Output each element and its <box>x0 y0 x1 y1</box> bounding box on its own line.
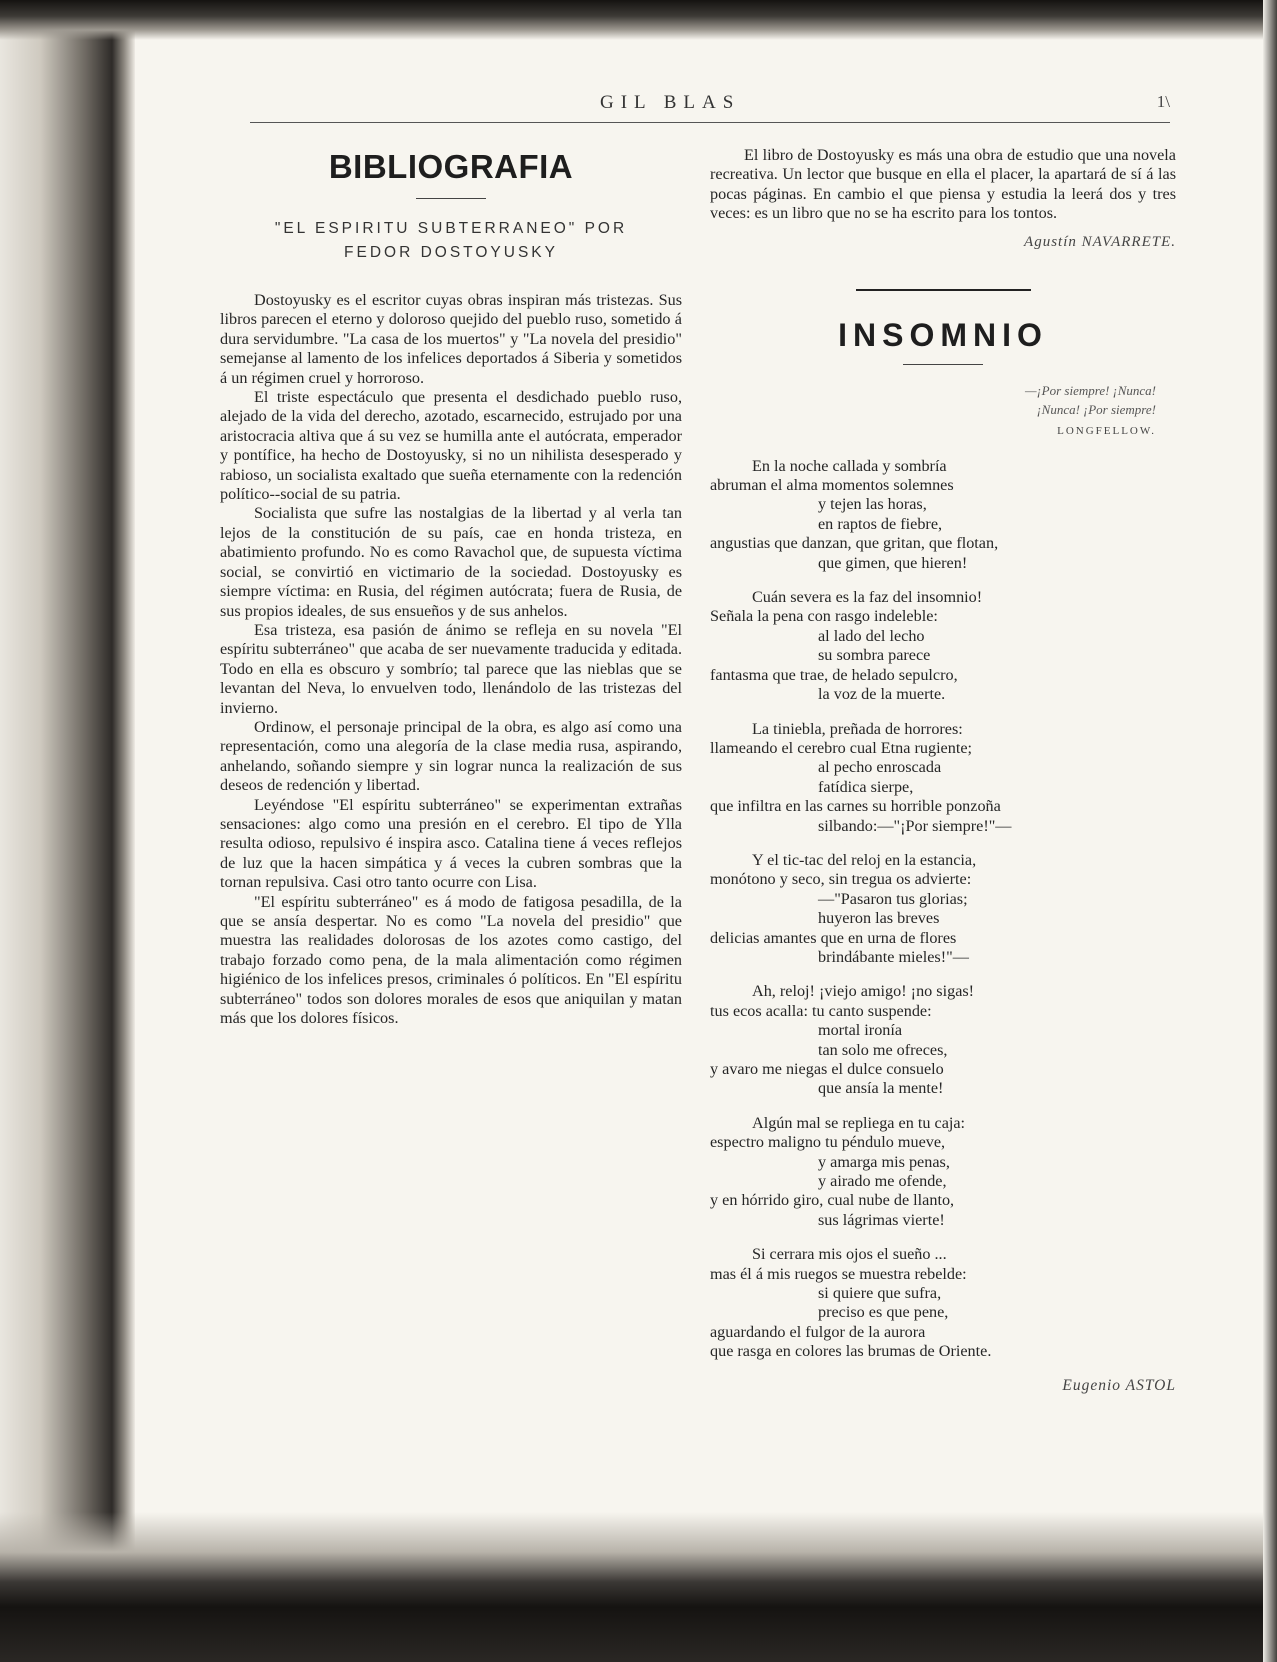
poem-verse: espectro maligno tu péndulo mueve, <box>710 1133 946 1152</box>
left-column <box>220 148 682 1028</box>
poem-verse: que rasga en colores las brumas de Oriente. <box>710 1342 992 1361</box>
poem-verse: Si cerrara mis ojos el sueño ... <box>752 1245 947 1264</box>
title-divider <box>416 198 486 199</box>
poem-verse: y en hórrido giro, cual nube de llanto, <box>710 1191 955 1210</box>
page-number: 1\ <box>1156 92 1170 111</box>
poem-verse: aguardando el fulgor de la aurora <box>710 1322 926 1341</box>
header-rule <box>250 122 1170 123</box>
book-binding-shadow-right <box>1263 0 1277 1662</box>
poem-verse: —"Pasaron tus glorias; <box>818 889 968 908</box>
poem-verse: Señala la pena con rasgo indeleble: <box>710 607 938 626</box>
poem-verse: tus ecos acalla: tu canto suspende: <box>710 1001 932 1020</box>
poem-stanza <box>710 851 1176 967</box>
review-paragraph: Socialista que sufre las nostalgias de la libertad y al verla tan lejos de la constitución de su país, cae en honda tristeza, en abatimiento profundo. No es como Ravachol que, de supuesta víctima social, se convirtió en victimario de la sociedad. Dostoyusky es siempre víctima: en Rusia, del régimen autócrata; fuera de Rusia, de sus propios ideales, de sus ensueños y de sus anhelos. <box>220 504 682 620</box>
poem-verse: preciso es que pene, <box>818 1303 949 1322</box>
poem-verse: que gimen, que hieren! <box>818 553 968 572</box>
poem-verse: monótono y seco, sin tregua os advierte: <box>710 870 972 889</box>
poem-verse: Y el tic-tac del reloj en la estancia, <box>752 850 977 869</box>
poem-verse: mas él á mis ruegos se muestra rebelde: <box>710 1264 967 1283</box>
running-title: GIL BLAS <box>600 92 741 113</box>
epigraph-author: LONGFELLOW. <box>1057 424 1156 437</box>
review-paragraph: Dostoyusky es el escritor cuyas obras inspiran más tristezas. Sus libros parecen el eterno y doloroso quejido del pueblo ruso, sometido á dura servidumbre. "La casa de los muertos" y "La novela del presidio" semejanse al lamento de los infelices deportados á Siberia y sometidos á un régimen cruel y horroroso. <box>220 291 682 387</box>
poem-stanza <box>710 1245 1176 1361</box>
poem-verse: abruman el alma momentos solemnes <box>710 476 954 495</box>
poem-verse: al lado del lecho <box>818 626 925 645</box>
poem-verse: Algún mal se repliega en tu caja: <box>752 1113 966 1132</box>
subtitle-line: "EL ESPIRITU SUBTERRANEO" POR <box>274 220 628 237</box>
section-divider <box>856 289 1031 291</box>
poem-title-divider <box>903 364 983 365</box>
poem-verse: huyeron las breves <box>818 909 940 928</box>
review-paragraph: El triste espectáculo que presenta el desdichado pueblo ruso, alejado de la vida del derecho, azotado, escarnecido, estrujado por una aristocracia altiva que á su vez se humilla ante el autócrata, emperador y pontífice, ha hecho de Dostoyusky, si no un nihilista desesperado y rabioso, un socialista exaltado que sueña eternamente con la redención político--social de su patria. <box>220 388 682 504</box>
review-paragraph-continued: El libro de Dostoyusky es más una obra de estudio que una novela recreativa. Un lector que busque en ella el placer, la apartará de sí á las pocas páginas. En cambio el que piensa y estudia la leerá dos y tres veces: es un libro que no se ha escrito para los tontos. <box>710 146 1176 223</box>
poem-verse: Ah, reloj! ¡viejo amigo! ¡no sigas! <box>752 982 975 1001</box>
poem-signature: Eugenio ASTOL <box>1062 1376 1176 1394</box>
poem-verse: que ansía la mente! <box>818 1079 944 1098</box>
poem-stanza <box>710 982 1176 1098</box>
review-signature: Agustín NAVARRETE. <box>1024 233 1176 250</box>
review-paragraph: "El espíritu subterráneo" es á modo de fatigosa pesadilla, de la que se ansía despertar. No es como "La novela del presidio" que muestra las realidades dolorosas de los azotes como castigo, del trabajo forzado como pena, de la mala alimentación como régimen higiénico de los infelices presos, criminales ó políticos. En "El espíritu subterráneo" todos son dolores morales de esos que aniquilan y matan más que los dolores físicos. <box>220 892 682 1028</box>
poem-stanza <box>710 457 1176 573</box>
poem-verse: brindábante mieles!"— <box>818 947 969 966</box>
poem-verse: y amarga mis penas, <box>818 1152 950 1171</box>
poem-verse: en raptos de fiebre, <box>818 514 943 533</box>
poem-verse: llameando el cerebro cual Etna rugiente; <box>710 738 973 757</box>
running-head <box>250 92 1170 124</box>
poem-verse: sus lágrimas vierte! <box>818 1210 945 1229</box>
poem-verse: fantasma que trae, de helado sepulcro, <box>710 665 958 684</box>
epigraph-line: ¡Nunca! ¡Por siempre! <box>1036 401 1156 417</box>
review-subtitle <box>220 217 682 265</box>
poem-verse: y tejen las horas, <box>818 495 927 514</box>
poem-verse: delicias amantes que en urna de flores <box>710 928 957 947</box>
poem-verse: y airado me ofende, <box>818 1172 947 1191</box>
poem-verse: Cuán severa es la faz del insomnio! <box>752 588 983 607</box>
poem-verse: la voz de la muerte. <box>818 685 946 704</box>
poem-verse: fatídica sierpe, <box>818 777 914 796</box>
review-paragraph: Esa tristeza, esa pasión de ánimo se refleja en su novela "El espíritu subterráneo" que acaba de ser nuevamente traducida y editada. Todo en ella es obscuro y sombrío; tal parece que las nieblas que se levantan del Neva, lo envuelven todo, llenándolo de las tristezas del invierno. <box>220 620 682 717</box>
book-binding-shadow-left <box>0 0 135 1662</box>
poem-body <box>710 457 1176 1362</box>
poem-verse: su sombra parece <box>818 646 931 665</box>
poem-verse: La tiniebla, preñada de horrores: <box>752 719 963 738</box>
poem-verse: al pecho enroscada <box>818 758 942 777</box>
poem-verse: angustias que danzan, que gritan, que flotan, <box>710 534 999 553</box>
right-column <box>710 146 1176 1395</box>
poem-stanza <box>710 720 1176 836</box>
review-paragraph: Leyéndose "El espíritu subterráneo" se experimentan extrañas sensaciones: algo como una presión en el cerebro. El tipo de Ylla resulta odioso, repulsivo é inspira asco. Catalina tiene á veces reflejos de luz que la hacen simpática y á veces la cubren sombras que la tornan repulsiva. Casi otro tanto ocurre con Lisa. <box>220 795 682 892</box>
poem-title: INSOMNIO <box>838 316 1048 353</box>
poem-verse: mortal ironía <box>818 1021 903 1040</box>
poem-stanza <box>710 588 1176 704</box>
poem-epigraph <box>710 381 1156 419</box>
poem-verse: que infiltra en las carnes su horrible ponzoña <box>710 797 1001 816</box>
book-binding-shadow-top <box>0 0 1277 40</box>
subtitle-line: FEDOR DOSTOYUSKY <box>344 244 558 261</box>
poem-stanza <box>710 1114 1176 1230</box>
poem-verse: y avaro me niegas el dulce consuelo <box>710 1060 944 1078</box>
epigraph-line: —¡Por siempre! ¡Nunca! <box>1025 382 1156 398</box>
book-binding-shadow-bottom <box>0 1512 1277 1662</box>
bibliografia-title: BIBLIOGRAFIA <box>328 148 574 185</box>
poem-verse: si quiere que sufra, <box>818 1284 942 1303</box>
poem-verse: silbando:—"¡Por siempre!"— <box>818 816 1012 835</box>
poem-verse: tan solo me ofreces, <box>818 1040 948 1059</box>
poem-verse: En la noche callada y sombría <box>752 456 947 475</box>
review-paragraph: Ordinow, el personaje principal de la obra, es algo así como una representación, como una alegoría de la clase media rusa, aspirando, anhelando, soñando siempre y sin lograr nunca la realización de sus deseos de redención y libertad. <box>220 717 682 795</box>
